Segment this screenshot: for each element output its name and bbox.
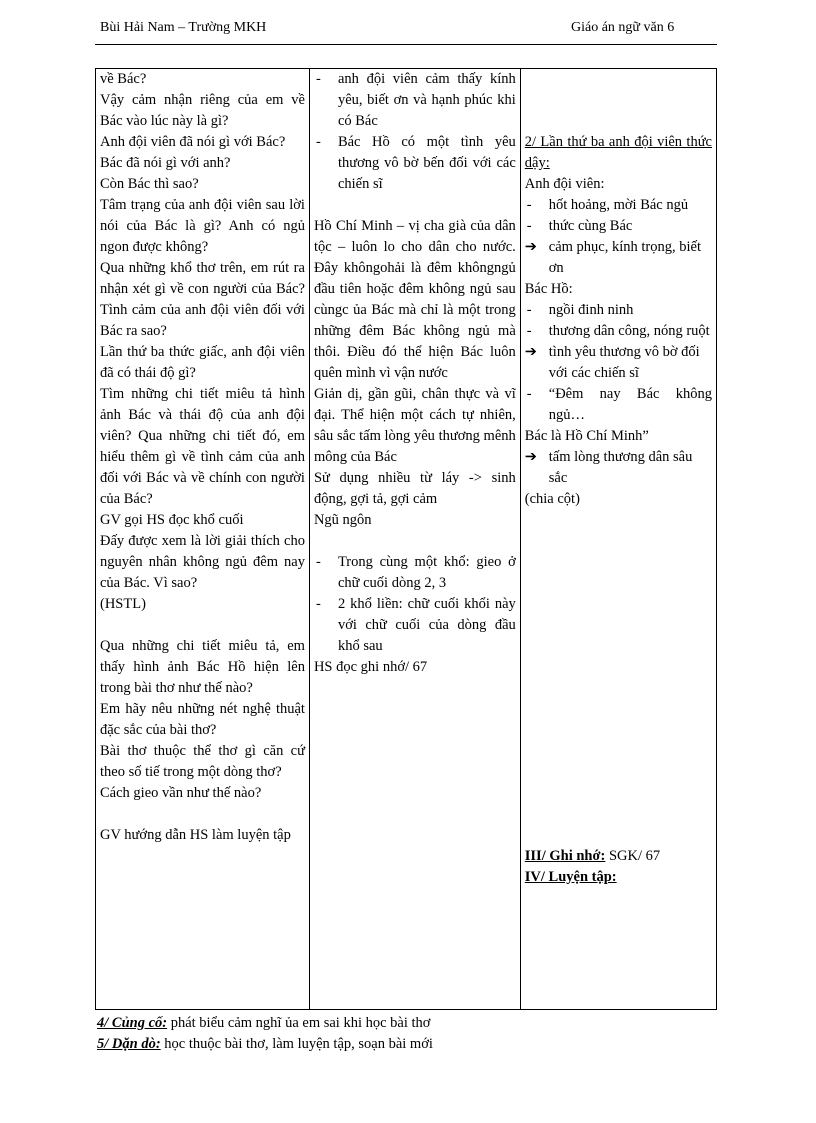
header-author: Bùi Hải Nam – Trường MKH [100,20,267,35]
answer-paragraph: Ngũ ngôn [313,512,372,528]
dan-do-label: 5/ Dặn dò: [97,1036,161,1052]
header-subject: Giáo án ngữ văn 6 [571,20,675,35]
question: Bác đã nói gì với anh? [100,155,231,171]
answer-paragraph: HS đọc ghi nhớ/ 67 [313,659,428,675]
column-note: (chia cột) [524,491,580,507]
answer-item: - anh đội viên cảm thấy kính yêu, biết ơn và hạnh phúc khi có Bác [314,69,516,132]
quote-end: Bác là Hồ Chí Minh” [524,428,649,444]
question: về Bác? [100,71,147,87]
question: Bài thơ thuộc thể thơ gì căn cứ theo số tiế trong một dòng thơ? [100,743,305,780]
answer-paragraph: Giản dị, gần gũi, chân thực và vĩ đại. Thể hiện một cách tự nhiên, sâu sắc tấm lòng yêu thương mênh mông của Bác [313,386,516,465]
soldier-result [525,237,712,279]
cung-co-text: phát biểu cảm nghĩ ủa em sai khi học bài thơ [167,1015,431,1031]
question: (HSTL) [100,596,146,612]
question: Qua những chi tiết miêu tả, em thấy hình ảnh Bác Hồ hiện lên trong bài thơ như thế nào? [100,638,305,696]
bac-label: Bác Hồ: [524,281,573,297]
question: Lần thứ ba thức giấc, anh đội viên đã có thái độ gì? [100,344,305,381]
soldier-label: Anh đội viên: [524,176,605,192]
bac-result-text: tình yêu thương vô bờ đối với các chiến sĩ [548,344,700,381]
answer-item: - Trong cùng một khổ: gieo ở chữ cuối dòng 2, 3 [314,552,516,594]
cung-co-line [97,1013,430,1034]
right-arrow-icon: ➔ [524,344,537,360]
right-arrow-icon: ➔ [524,449,537,465]
question: Tâm trạng của anh đội viên sau lời nói của Bác là gì? Anh có ngủ ngon được không? [100,197,305,255]
question: GV hướng dẫn HS làm luyện tập [100,827,291,843]
spacer [100,804,305,825]
dan-do-text: học thuộc bài thơ, làm luyện tập, soạn bài mới [160,1036,433,1052]
luyen-tap-label: IV/ Luyện tập: [524,869,617,885]
quote-item: - “Đêm nay Bác không ngủ… [525,384,712,426]
spacer [100,615,305,636]
bac-result [525,342,712,384]
answer-item: - Bác Hồ có một tình yêu thương vô bờ bến đối với các chiến sĩ [314,132,516,195]
question: Vậy cảm nhận riêng của em về Bác vào lúc này là gì? [100,92,305,129]
spacer [525,69,712,90]
spacer [525,510,712,846]
spacer [314,195,516,216]
question: Cách gieo vần như thế nào? [100,785,262,801]
section-heading: 2/ Lần thứ ba anh đội viên thức dậy: [524,134,712,171]
spacer [525,111,712,132]
question: Qua những khổ thơ trên, em rút ra nhận xét gì về con người của Bác?Tình cảm của anh đội viên đối với Bác ra sao? [100,260,305,339]
question: Còn Bác thì sao? [100,176,199,192]
answer-item: - 2 khổ liền: chữ cuối khổi này với chữ cuối của dòng đầu khổ sau [314,594,516,657]
content-column [520,69,716,1010]
final-result [525,447,712,489]
ghi-nho-label: III/ Ghi nhớ: [524,848,606,864]
soldier-result-text: cảm phục, kính trọng, biết ơn [548,239,701,276]
teacher-activity-column [96,69,310,1010]
ghi-nho-line [525,846,712,867]
spacer [525,90,712,111]
soldier-item: - hốt hoảng, mời Bác ngủ [525,195,712,216]
question: Đấy được xem là lời giải thích cho nguyên nhân không ngủ đêm nay của Bác. Vì sao? [100,533,305,591]
lesson-table [95,68,717,1010]
cung-co-label: 4/ Củng cố: [97,1015,168,1031]
spacer [314,531,516,552]
answer-paragraph: Sử dụng nhiều từ láy -> sinh động, gợi tả, gợi cảm [313,470,516,507]
answer-paragraph: Hồ Chí Minh – vị cha già của dân tộc – luôn lo cho dân cho nước. Đây khôngohải là đêm khôngngủ đầu tiên hoặc đêm không ngủ sau cùngc ủa Bác mà chỉ là một trong những đêm Bác không ngủ mà thôi. Điều đó thể hiện Bác luôn quên mình vì vận nước [313,218,516,381]
bac-item: - thương dân công, nóng ruột [525,321,712,342]
question: Em hãy nêu những nét nghệ thuật đặc sắc của bài thơ? [100,701,305,738]
dan-do-line [97,1034,433,1055]
right-arrow-icon: ➔ [524,239,537,255]
soldier-item: - thức cùng Bác [525,216,712,237]
question: GV gọi HS đọc khổ cuối [100,512,244,528]
ghi-nho-value: SGK/ 67 [605,848,661,864]
final-result-text: tấm lòng thương dân sâu sắc [548,449,693,486]
question: Anh đội viên đã nói gì với Bác? [100,134,286,150]
student-activity-column [309,69,520,1010]
bac-item: - ngồi đinh ninh [525,300,712,321]
question: Tìm những chi tiết miêu tả hình ảnh Bác và thái độ của anh đội viên? Qua những chi tiết đó, em hiểu thêm gì về tình cảm của anh đối với Bác và về chính con người của Bác? [100,386,305,507]
header-divider [95,44,717,45]
